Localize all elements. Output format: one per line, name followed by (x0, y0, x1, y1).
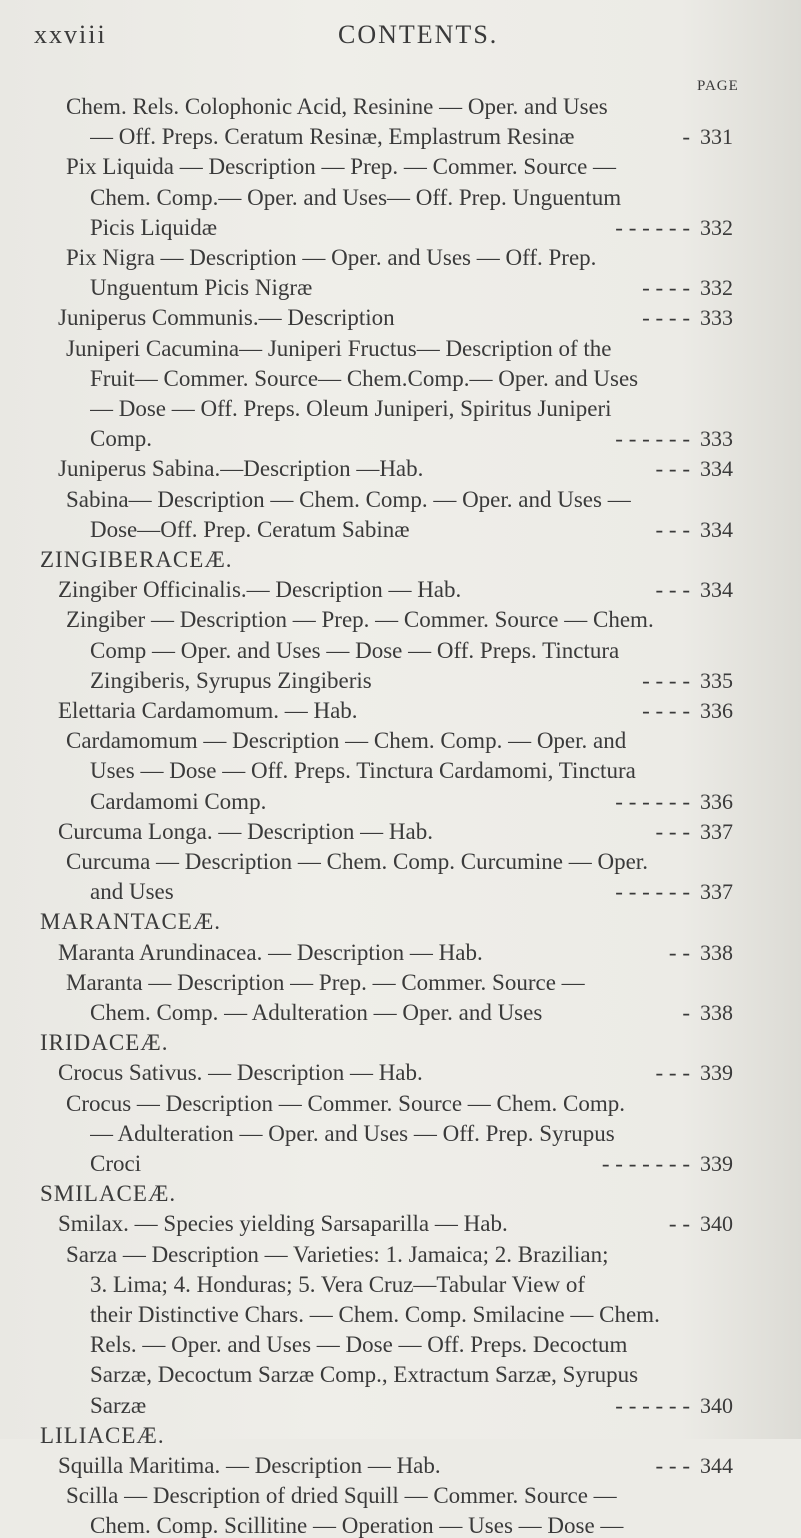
toc-entry-text: ZINGIBERACEÆ. (40, 547, 233, 572)
leader-dashes: - - - (655, 818, 690, 844)
toc-entry (58, 698, 690, 723)
leader-dashes: - - - (655, 577, 690, 603)
page-column-label: PAGE (697, 78, 739, 94)
toc-entry-text: 3. Lima; 4. Honduras; 5. Vera Cruz—Tabular View of (90, 1271, 586, 1297)
toc-entry (66, 1091, 690, 1116)
leader-dashes: - - - - (642, 305, 690, 331)
page-number: 332 (700, 275, 733, 301)
toc-entry (58, 577, 690, 602)
toc-entry (58, 819, 690, 844)
toc-entry (90, 185, 690, 210)
toc-entry (90, 215, 690, 240)
toc-entry-text: Juniperus Communis.— Description (58, 305, 395, 331)
page-number: 334 (700, 456, 733, 482)
leader-dashes: - - - - - - (615, 214, 690, 240)
toc-entry-text: Juniperus Sabina.—Description —Hab. (58, 456, 424, 482)
toc-entry (66, 607, 690, 632)
toc-entry-text: Sarza — Description — Varieties: 1. Jamaica; 2. Brazilian; (66, 1241, 609, 1267)
toc-entry (66, 487, 690, 512)
toc-entry (90, 124, 690, 149)
toc-entry (66, 154, 690, 179)
page-number: 337 (700, 879, 733, 905)
toc-entry-text: — Dose — Off. Preps. Oleum Juniperi, Spiritus Juniperi (90, 396, 612, 421)
toc-entry (58, 1060, 690, 1085)
page-number: 333 (700, 426, 733, 452)
page-number: 335 (700, 667, 733, 693)
toc-entry-text: Zingiberis, Syrupus Zingiberis (90, 667, 372, 693)
page-number: 336 (700, 698, 733, 723)
leader-dashes: - - - (655, 456, 690, 482)
page-number: 332 (700, 214, 733, 240)
toc-entry-text: Zingiber Officinalis.— Description — Hab. (58, 577, 462, 603)
toc-entry-text: Pix Nigra — Description — Oper. and Uses — Off. Prep. (66, 245, 597, 270)
toc-entry-text: Maranta Arundinacea. — Description — Hab. (58, 939, 483, 965)
section-heading (40, 547, 690, 572)
toc-entry-text: Sabina— Description — Chem. Comp. — Oper. and Uses — (66, 486, 631, 512)
toc-entry-text: Smilax. — Species yielding Sarsaparilla — Hab. (58, 1211, 508, 1237)
leader-dashes: - (682, 124, 690, 150)
page-number: 336 (700, 788, 733, 814)
toc-entry-text: Curcuma — Description — Chem. Comp. Curcumine — Oper. (66, 849, 648, 874)
toc-entry (90, 1000, 690, 1025)
toc-entry-text: IRIDACEÆ. (40, 1030, 169, 1056)
toc-entry-text: Cardamomum — Description — Chem. Comp. — Oper. and (66, 728, 627, 754)
toc-entry-text: LILIACEÆ. (40, 1422, 165, 1448)
toc-entry-text: Chem. Comp. — Adulteration — Oper. and Uses (90, 1000, 543, 1025)
toc-entry-text: — Adulteration — Oper. and Uses — Off. Prep. Syrupus (90, 1120, 615, 1146)
toc-entry (90, 879, 690, 904)
toc-entry (90, 366, 690, 391)
toc-entry (58, 940, 690, 965)
toc-entry-text: Crocus — Description — Commer. Source — Chem. Comp. (66, 1090, 625, 1116)
leader-dashes: - - - (655, 1453, 690, 1478)
leader-dashes: - - - - - - (615, 788, 690, 814)
page-number: 340 (700, 1211, 733, 1237)
toc-entry-text: their Distinctive Chars. — Chem. Comp. Smilacine — Chem. (90, 1302, 660, 1327)
toc-entry-text: Cardamomi Comp. (90, 788, 267, 814)
toc-entry (90, 668, 690, 693)
toc-entry-text: Comp. (90, 426, 152, 452)
leader-dashes: - - - - (642, 275, 690, 301)
page-number: 338 (700, 1000, 733, 1025)
toc-entry (66, 94, 690, 119)
toc-entry-text: Picis Liquidæ (90, 214, 218, 240)
toc-entry (58, 456, 690, 481)
toc-entry-text: Squilla Maritima. — Description — Hab. (58, 1453, 441, 1478)
page-number: 337 (700, 818, 733, 844)
toc-entry (90, 758, 690, 783)
toc-entry-text: Fruit— Commer. Source— Chem.Comp.— Oper. and Uses (90, 365, 639, 391)
toc-entry (66, 1242, 690, 1267)
toc-entry (90, 1121, 690, 1146)
toc-entry-text: SMILACEÆ. (40, 1181, 177, 1207)
toc-entry-text: Pix Liquida — Description — Prep. — Commer. Source — (66, 154, 617, 180)
toc-entry (66, 1483, 690, 1508)
page-number: 338 (700, 939, 733, 965)
toc-entry-text: Comp — Oper. and Uses — Dose — Off. Preps. Tinctura (90, 637, 620, 663)
toc-entry (90, 638, 690, 663)
leader-dashes: - - - (655, 516, 690, 542)
toc-entry-text: Croci (90, 1151, 142, 1176)
page-folio: xxviii (34, 20, 107, 49)
page-number: 339 (700, 1151, 733, 1176)
toc-entry (90, 1332, 690, 1357)
toc-entry (66, 970, 690, 995)
section-heading (40, 1030, 690, 1055)
toc-entry (90, 426, 690, 451)
toc-entry-text: MARANTACEÆ. (40, 909, 222, 935)
leader-dashes: - (682, 1000, 690, 1025)
leader-dashes: - - - - - - (615, 1392, 690, 1418)
page-number: 333 (700, 305, 733, 331)
toc-entry (58, 1453, 690, 1478)
leader-dashes: - - (668, 1211, 690, 1237)
running-title: CONTENTS. (338, 20, 499, 49)
toc-entry-text: Chem. Comp.— Oper. and Uses— Off. Prep. Unguentum (90, 184, 622, 210)
toc-entry (66, 728, 690, 753)
toc-entry (90, 1151, 690, 1176)
toc-entry-text: Crocus Sativus. — Description — Hab. (58, 1060, 423, 1086)
toc-entry (90, 1302, 690, 1327)
toc-entry (90, 1513, 690, 1538)
toc-entry (90, 1362, 690, 1387)
section-heading (40, 1423, 690, 1448)
leader-dashes: - - - (655, 1060, 690, 1086)
page-number: 340 (700, 1392, 733, 1418)
page-number: 334 (700, 577, 733, 603)
toc-entry (66, 849, 690, 874)
toc-entry-text: Sarzæ, Decoctum Sarzæ Comp., Extractum Sarzæ, Syrupus (90, 1362, 639, 1388)
section-heading (40, 909, 690, 934)
toc-entry-text: — Off. Preps. Ceratum Resinæ, Emplastrum Resinæ (90, 124, 575, 150)
toc-entry-text: Rels. — Oper. and Uses — Dose — Off. Preps. Decoctum (90, 1332, 628, 1358)
leader-dashes: - - - - - - (615, 426, 690, 452)
section-heading (40, 1181, 690, 1206)
leader-dashes: - - - - (642, 698, 690, 723)
toc-entry-text: Chem. Rels. Colophonic Acid, Resinine — Oper. and Uses (66, 94, 608, 119)
page-number: 331 (700, 124, 733, 150)
page-number: 339 (700, 1060, 733, 1086)
toc-entry-text: and Uses (90, 879, 174, 905)
toc-entry-text: Maranta — Description — Prep. — Commer. Source — (66, 969, 585, 995)
toc-entry-text: Uses — Dose — Off. Preps. Tinctura Cardamomi, Tinctura (90, 758, 636, 784)
toc-entry (90, 396, 690, 421)
page-number: 334 (700, 516, 733, 542)
toc-entry-text: Elettaria Cardamomum. — Hab. (58, 698, 358, 723)
toc-entry (66, 245, 690, 270)
toc-entry-text: Scilla — Description of dried Squill — Commer. Source — (66, 1483, 617, 1509)
toc-entry (58, 305, 690, 330)
toc-entry-text: Curcuma Longa. — Description — Hab. (58, 818, 433, 844)
leader-dashes: - - - - (642, 667, 690, 693)
toc-entry-text: Dose—Off. Prep. Ceratum Sabinæ (90, 516, 410, 542)
toc-entry (90, 1393, 690, 1418)
toc-entry-text: Zingiber — Description — Prep. — Commer. Source — Chem. (66, 607, 654, 633)
toc-entry (66, 336, 690, 361)
toc-entry-text: Unguentum Picis Nigræ (90, 275, 313, 301)
toc-entry (90, 789, 690, 814)
toc-entry (58, 1211, 690, 1236)
leader-dashes: - - - - - - - (601, 1151, 690, 1176)
leader-dashes: - - (668, 939, 690, 965)
leader-dashes: - - - - - - (615, 879, 690, 905)
page-number: 344 (700, 1453, 733, 1478)
toc-entry (90, 275, 690, 300)
toc-entry (90, 517, 690, 542)
toc-entry-text: Sarzæ (90, 1392, 147, 1418)
toc-entry (90, 1272, 690, 1297)
toc-entry-text: Chem. Comp. Scillitine — Operation — Uses — Dose — (90, 1513, 624, 1538)
toc-entry-text: Juniperi Cacumina— Juniperi Fructus— Description of the (66, 335, 612, 361)
